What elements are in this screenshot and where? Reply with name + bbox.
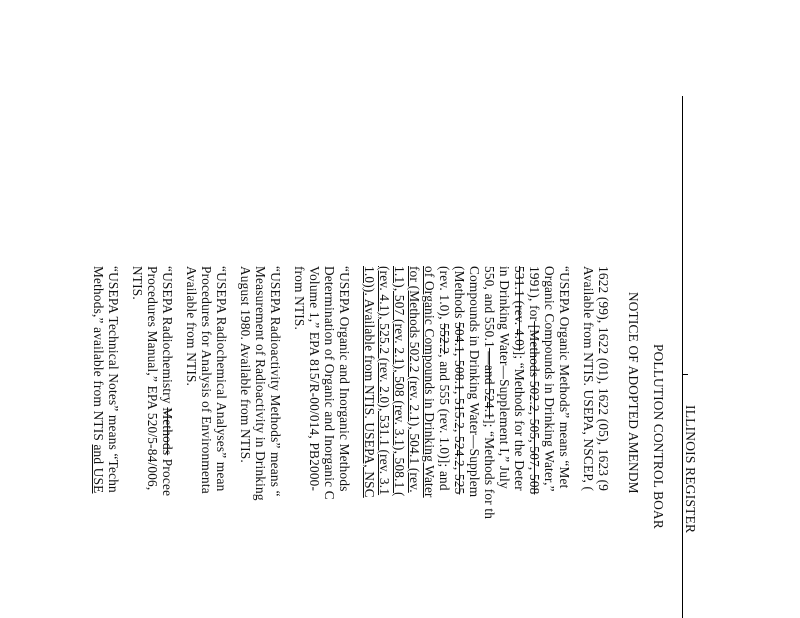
body-line xyxy=(513,266,526,491)
body-span: (Methods xyxy=(452,266,467,323)
body-line xyxy=(528,266,541,495)
body-line: “USEPA Radioactivity Methods” means “ xyxy=(268,266,283,497)
body-span: ]; “Methods for th xyxy=(482,419,497,520)
body-line xyxy=(438,266,451,491)
struck-text: [Methods xyxy=(527,321,542,381)
body-span: “USEPA Radiochemistry xyxy=(160,266,175,408)
body-line xyxy=(453,266,466,495)
underlined-line: for (Methods 502.2 (rev. 2.1), 504.1 (rev. xyxy=(407,266,422,493)
notice-heading: NOTICE OF ADOPTED AMENDM xyxy=(626,292,641,494)
underlined-line: 1.1), 507 (rev. 2.1), 508 (rev. 3.1), 508.1 ( xyxy=(392,266,407,497)
body-line xyxy=(161,266,174,496)
struck-text: 502.2, 505, 507, 508 xyxy=(527,380,542,495)
body-line xyxy=(483,266,496,519)
body-span: , and 555 (rev. 1.0)]; and xyxy=(437,354,452,491)
body-line: August 1980. Available from NTIS. xyxy=(238,266,253,463)
body-line: Determination of Organic and Inorganic C xyxy=(322,266,337,500)
body-line: Available from NTIS. USEPA, NSCEP, ( xyxy=(581,266,596,492)
body-line: “USEPA Organic Methods” means “Met xyxy=(557,266,572,489)
body-line: “USEPA Radiochemical Analyses” mean xyxy=(214,266,229,492)
body-span: 550, and 550.1 xyxy=(482,266,497,348)
register-heading: ILLINOIS REGISTER xyxy=(683,405,698,534)
struck-text: 552.2 xyxy=(437,323,452,355)
underlined-text: and USE xyxy=(91,444,106,494)
body-line: Available from NTIS. xyxy=(184,266,199,387)
struck-text: 531.1 (rev. 4.0) xyxy=(512,266,527,351)
struck-text: —and 524.1 xyxy=(482,347,497,420)
underlined-line: 1.0)). Available from NTIS. USEPA, NSC xyxy=(362,266,377,498)
body-line: Measurement of Radioactivity in Drinking xyxy=(253,266,268,501)
body-line: Procedures Manual,” EPA 520/5-84/006, xyxy=(145,266,160,491)
body-span: 1991), for xyxy=(527,266,542,322)
body-span: ]; “Methods for the Deter xyxy=(512,350,527,491)
body-line: Volume 1,” EPA 815/R-00/014, PB2000- xyxy=(307,266,322,492)
body-span: Methods,” available from NTIS xyxy=(91,266,106,445)
body-line: NTIS. xyxy=(130,266,145,300)
body-line: “USEPA Organic and Inorganic Methods xyxy=(337,266,352,492)
board-heading: POLLUTION CONTROL BOAR xyxy=(651,344,666,529)
body-line: Compounds in Drinking Water—Supplem xyxy=(467,266,482,498)
body-line: Procedures for Analysis of Environmenta xyxy=(199,266,214,494)
body-line: 1622 (99), 1622 (01), 1622 (05), 1623 (9 xyxy=(596,266,611,492)
body-line: Organic Compounds in Drinking Water,” xyxy=(542,266,557,492)
body-span: Procee xyxy=(160,455,175,497)
body-line: from NTIS. xyxy=(292,266,307,331)
body-line: in Drinking Water—Supplement I,” July xyxy=(497,266,512,489)
underlined-line: of Organic Compounds in Drinking Water xyxy=(422,266,437,498)
underlined-line: (rev. 4.1), 525.2 (rev. 2.0), 531.1 (rev. 3.1 xyxy=(377,266,392,496)
struck-text: 504.1, 508.1, 515.2, 524.2, 525 xyxy=(452,322,467,495)
struck-text: Methods xyxy=(160,407,175,456)
body-line: “USEPA Technical Notes” means “Techn xyxy=(106,266,121,493)
body-span: (rev. 1.0), xyxy=(437,266,452,324)
body-line xyxy=(92,266,105,494)
